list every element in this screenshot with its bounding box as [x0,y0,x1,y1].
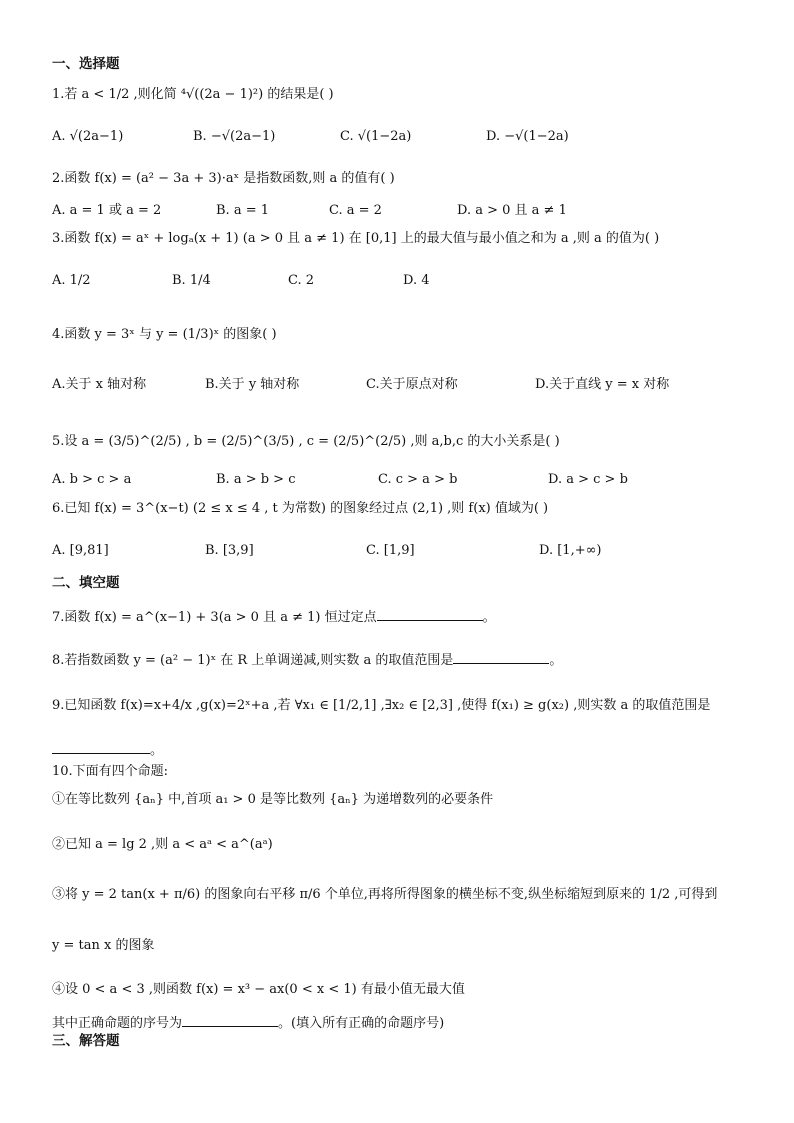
q1-option-c: C. √(1−2a) [340,129,412,144]
q10-tail [52,1012,444,1033]
q2-option-b: B. a = 1 [216,203,269,218]
question-8 [52,649,562,670]
q10-answer-blank[interactable] [182,1012,278,1027]
question-4-stem: 4.函数 y = 3ˣ 与 y = (1/3)ˣ 的图象( ) [52,327,277,342]
q4-option-d: D.关于直线 y = x 对称 [535,377,670,392]
question-1-stem: 1.若 a < 1/2 ,则化简 ⁴√((2a − 1)²) 的结果是( ) [52,87,334,102]
q6-option-c: C. [1,9] [366,543,415,558]
q5-option-b: B. a > b > c [216,472,296,487]
q9-period: 。 [150,743,164,758]
q10-proposition-2: ②已知 a = lg 2 ,则 a < aᵃ < a^(aᵃ) [52,837,273,852]
q3-option-c: C. 2 [288,273,315,288]
q6-option-a: A. [9,81] [52,543,109,558]
question-3-stem: 3.函数 f(x) = aˣ + logₐ(x + 1) (a > 0 且 a ≠ 1) 在 [0,1] 上的最大值与最小值之和为 a ,则 a 的值为( ) [52,231,660,246]
section-title-fill: 二、填空题 [52,575,120,591]
q1-option-a: A. √(2a−1) [52,129,124,144]
q6-option-d: D. [1,+∞) [539,543,602,558]
question-9-stem: 9.已知函数 f(x)=x+4/x ,g(x)=2ˣ+a ,若 ∀x₁ ∈ [1/2,1] ,∃x₂ ∈ [2,3] ,使得 f(x₁) ≥ g(x₂) ,则实数 a 的取值范围是 [52,698,711,713]
q10-tail-text: 其中正确命题的序号为 [52,1016,183,1031]
question-9-answer-line [52,739,163,760]
q7-period: 。 [482,610,496,625]
q8-period: 。 [549,653,563,668]
q9-answer-blank[interactable] [52,739,150,754]
q8-answer-blank[interactable] [453,649,549,664]
q5-option-a: A. b > c > a [52,472,132,487]
q5-option-d: D. a > c > b [548,472,628,487]
q7-text: 7.函数 f(x) = a^(x−1) + 3(a > 0 且 a ≠ 1) 恒过定点 [52,610,377,625]
section-title-choice: 一、选择题 [52,56,120,72]
q6-option-b: B. [3,9] [205,543,254,558]
q3-option-a: A. 1/2 [52,273,91,288]
question-2-stem: 2.函数 f(x) = (a² − 3a + 3)·aˣ 是指数函数,则 a 的值有( ) [52,171,395,186]
q4-option-c: C.关于原点对称 [366,377,458,392]
q3-option-d: D. 4 [403,273,430,288]
q4-option-b: B.关于 y 轴对称 [205,377,300,392]
q1-option-d: D. −√(1−2a) [486,129,569,144]
question-5-stem: 5.设 a = (3/5)^(2/5) , b = (2/5)^(3/5) , c = (2/5)^(2/5) ,则 a,b,c 的大小关系是( ) [52,434,560,449]
question-7 [52,606,496,627]
q7-answer-blank[interactable] [377,606,483,621]
q2-option-c: C. a = 2 [329,203,382,218]
q4-option-a: A.关于 x 轴对称 [52,377,147,392]
question-10-intro: 10.下面有四个命题: [52,764,169,779]
question-6-stem: 6.已知 f(x) = 3^(x−t) (2 ≤ x ≤ 4 , t 为常数) 的图象经过点 (2,1) ,则 f(x) 值域为( ) [52,501,549,516]
q1-option-b: B. −√(2a−1) [193,129,276,144]
section-title-answer: 三、解答题 [52,1033,120,1049]
q2-option-a: A. a = 1 或 a = 2 [52,203,162,218]
q5-option-c: C. c > a > b [378,472,458,487]
q3-option-b: B. 1/4 [172,273,211,288]
q8-text: 8.若指数函数 y = (a² − 1)ˣ 在 R 上单调递减,则实数 a 的取值范围是 [52,653,454,668]
q10-proposition-3: ③将 y = 2 tan(x + π/6) 的图象向右平移 π/6 个单位,再将所得图象的横坐标不变,纵坐标缩短到原来的 1/2 ,可得到 [52,887,718,902]
q10-proposition-1: ①在等比数列 {aₙ} 中,首项 a₁ > 0 是等比数列 {aₙ} 为递增数列的必要条件 [52,792,494,807]
q2-option-d: D. a > 0 且 a ≠ 1 [457,203,567,218]
q10-tail-note: 。(填入所有正确的命题序号) [278,1016,445,1031]
q10-proposition-4: ④设 0 < a < 3 ,则函数 f(x) = x³ − ax(0 < x < 1) 有最小值无最大值 [52,982,465,997]
q10-proposition-3-cont: y = tan x 的图象 [52,938,155,953]
